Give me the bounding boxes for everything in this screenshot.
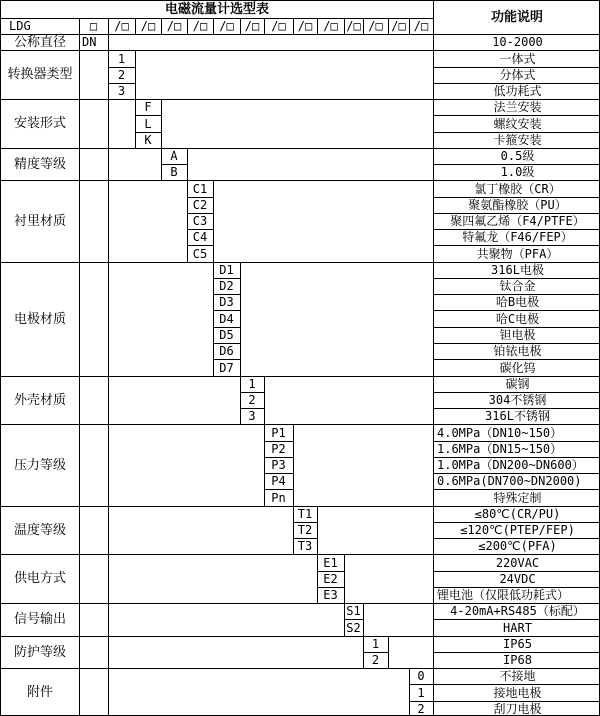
model-code-slot: /□ xyxy=(271,19,286,33)
block-label: 电极材质 xyxy=(13,311,66,327)
desc-cell: 刮刀电极 xyxy=(493,702,542,716)
block-label: 精度等级 xyxy=(13,156,66,172)
code-cell: D3 xyxy=(219,295,234,309)
code-cell: S2 xyxy=(346,620,361,635)
code-cell: 2 xyxy=(117,68,126,82)
desc-cell: 10-2000 xyxy=(492,35,543,49)
code-cell: 3 xyxy=(117,84,126,98)
code-cell: C2 xyxy=(192,198,208,212)
grid-line xyxy=(363,18,364,34)
desc-cell: 不接地 xyxy=(499,669,536,683)
desc-cell: 哈C电极 xyxy=(495,311,540,326)
desc-cell: 304不锈钢 xyxy=(488,393,547,407)
block-label: 公称直径 xyxy=(13,34,66,50)
desc-cell: 锂电池（仅限低功耗式） xyxy=(437,588,570,602)
code-cell: A xyxy=(170,149,178,163)
model-code-slot: /□ xyxy=(368,19,383,33)
grid-line xyxy=(135,18,136,34)
desc-cell: 分体式 xyxy=(499,68,536,82)
grid-line xyxy=(161,99,162,148)
code-cell: F xyxy=(144,100,152,114)
model-code-slot: /□ xyxy=(140,19,156,33)
code-cell: D2 xyxy=(219,279,234,293)
grid-line xyxy=(388,18,389,34)
code-cell: E2 xyxy=(323,572,338,586)
grid-line xyxy=(409,18,410,34)
block-label: 压力等级 xyxy=(13,457,66,473)
model-code-slot: /□ xyxy=(323,19,338,33)
block-label: 安装形式 xyxy=(13,116,66,131)
grid-line xyxy=(187,18,188,34)
code-cell: C4 xyxy=(192,230,208,244)
grid-line xyxy=(264,376,265,424)
desc-cell: 1.6MPa（DN15~150） xyxy=(437,442,563,456)
code-cell: 1 xyxy=(371,637,380,651)
desc-cell: 共聚物（PFA） xyxy=(476,246,559,261)
grid-line xyxy=(317,506,318,554)
code-cell: E3 xyxy=(323,588,338,602)
grid-line xyxy=(344,18,345,34)
desc-cell: 氯丁橡胶（CR） xyxy=(474,181,561,196)
grid-line xyxy=(293,424,294,506)
desc-cell: 1.0级 xyxy=(500,165,535,179)
desc-cell: 聚氨酯橡胶（PU） xyxy=(468,198,567,212)
code-cell: C5 xyxy=(192,246,208,261)
grid-line xyxy=(344,554,345,603)
desc-cell: 特氟龙（F46/FEP） xyxy=(462,230,573,244)
desc-cell: 碳钢 xyxy=(505,377,530,391)
code-cell: P4 xyxy=(271,474,286,488)
code-cell: 1 xyxy=(417,685,425,700)
desc-cell: 卡箍安装 xyxy=(493,133,542,147)
model-code-slot: /□ xyxy=(192,19,208,33)
code-cell: D5 xyxy=(219,328,234,342)
code-cell: T2 xyxy=(297,523,313,537)
code-cell: D4 xyxy=(219,311,234,326)
code-cell: D1 xyxy=(219,263,234,277)
code-cell: Pn xyxy=(271,490,286,505)
desc-cell: ≤200℃(PFA) xyxy=(478,539,557,553)
code-cell: 1 xyxy=(248,377,256,391)
block-label: 转换器类型 xyxy=(7,67,73,82)
block-label: 信号输出 xyxy=(13,612,66,627)
model-code-slot: /□ xyxy=(391,19,406,33)
model-code-slot: /□ xyxy=(219,19,234,33)
code-cell: 2 xyxy=(417,702,425,716)
model-code-prefix: LDG xyxy=(9,19,31,33)
desc-cell: HART xyxy=(503,620,532,635)
code-cell: T1 xyxy=(297,507,313,521)
grid-line xyxy=(79,18,80,716)
code-cell: 2 xyxy=(248,393,256,407)
grid-line xyxy=(240,18,241,34)
code-cell: 2 xyxy=(371,653,380,667)
desc-cell: 法兰安装 xyxy=(493,100,542,114)
desc-cell: 0.5级 xyxy=(500,149,535,163)
code-cell: D6 xyxy=(219,344,234,358)
block-colb: DN xyxy=(82,35,97,49)
code-cell: T3 xyxy=(297,539,313,553)
model-code-slot: /□ xyxy=(413,19,429,33)
code-cell: L xyxy=(144,116,152,131)
code-cell: K xyxy=(144,133,152,147)
table-title: 电磁流量计选型表 xyxy=(164,2,269,17)
code-cell: D7 xyxy=(219,360,234,375)
code-cell: 1 xyxy=(117,51,126,66)
code-cell: P1 xyxy=(271,425,286,440)
code-cell: P3 xyxy=(271,458,286,472)
desc-cell: 钽电极 xyxy=(499,328,536,342)
desc-cell: 聚四氟乙烯（F4/PTFE） xyxy=(450,214,585,228)
desc-cell: 一体式 xyxy=(499,51,536,66)
desc-cell: 低功耗式 xyxy=(493,84,542,98)
model-code-box: □ xyxy=(89,19,98,33)
desc-cell: 0.6MPa(DN700~DN2000) xyxy=(437,474,582,488)
desc-cell: 220VAC xyxy=(495,555,540,570)
desc-cell: IP65 xyxy=(503,637,532,651)
desc-cell: 接地电极 xyxy=(493,685,542,700)
model-code-slot: /□ xyxy=(244,19,260,33)
block-label: 衬里材质 xyxy=(13,213,66,229)
code-cell: B xyxy=(170,165,178,179)
block-label: 防护等级 xyxy=(13,644,66,660)
grid-line xyxy=(293,18,294,34)
code-cell: P2 xyxy=(271,442,286,456)
desc-cell: 316L电极 xyxy=(491,263,544,277)
grid-line xyxy=(317,18,318,34)
grid-line xyxy=(161,18,162,34)
desc-cell: 特殊定制 xyxy=(493,490,542,505)
code-cell: 3 xyxy=(248,409,256,423)
grid-line xyxy=(108,18,109,716)
grid-line xyxy=(1,18,434,19)
model-code-slot: /□ xyxy=(297,19,313,33)
block-label: 温度等级 xyxy=(13,522,66,538)
desc-cell: 316L不锈钢 xyxy=(485,409,550,423)
desc-cell: ≤80℃(CR/PU) xyxy=(474,507,561,521)
desc-cell: 4.0MPa（DN10~150） xyxy=(437,425,563,440)
desc-cell: ≤120℃(PTEP/FEP) xyxy=(460,523,575,537)
grid-line xyxy=(264,18,265,34)
desc-cell: 哈B电极 xyxy=(495,295,540,309)
code-cell: C3 xyxy=(192,214,208,228)
function-column-header: 功能说明 xyxy=(490,10,543,25)
desc-cell: 碳化钨 xyxy=(499,360,536,375)
desc-cell: 钛合金 xyxy=(499,279,536,293)
code-cell: 0 xyxy=(417,669,425,683)
desc-cell: 24VDC xyxy=(499,572,536,586)
model-code-slot: /□ xyxy=(114,19,129,33)
block-label: 供电方式 xyxy=(13,571,66,586)
code-cell: S1 xyxy=(346,604,361,618)
grid-line xyxy=(135,50,136,99)
code-cell: E1 xyxy=(323,555,338,570)
grid-line xyxy=(213,18,214,34)
block-label: 附件 xyxy=(26,685,53,700)
desc-cell: 铂铱电极 xyxy=(493,344,542,358)
desc-cell: 1.0MPa（DN200~DN600） xyxy=(437,458,584,472)
block-label: 外壳材质 xyxy=(13,392,66,408)
desc-cell: IP68 xyxy=(503,653,532,667)
model-code-slot: /□ xyxy=(346,19,361,33)
code-cell: C1 xyxy=(192,181,208,196)
desc-cell: 螺纹安装 xyxy=(493,116,542,131)
model-code-slot: /□ xyxy=(166,19,182,33)
grid-line xyxy=(213,180,214,262)
desc-cell: 4-20mA+RS485（标配） xyxy=(450,604,585,618)
